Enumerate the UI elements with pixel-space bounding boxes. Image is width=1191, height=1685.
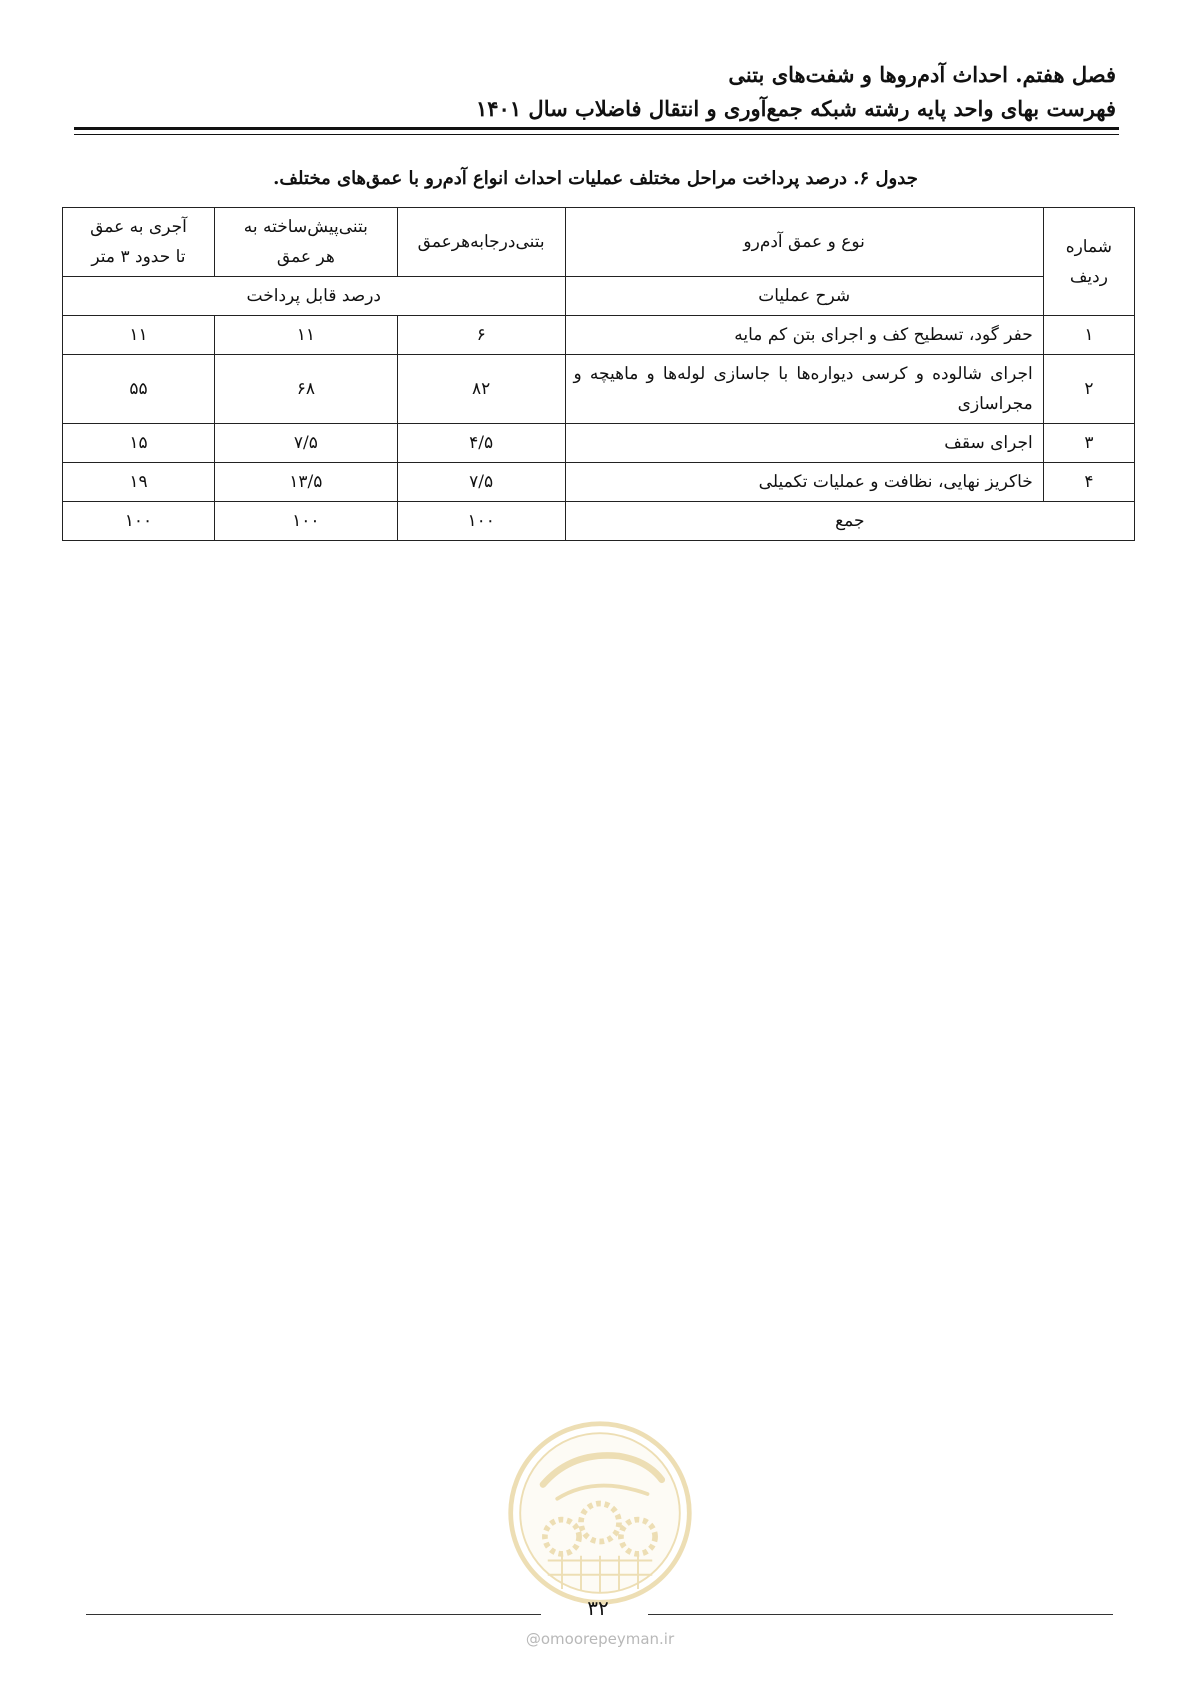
total-label: جمع [565, 502, 1134, 541]
header-operations: شرح عملیات [565, 277, 1043, 316]
header-rule-thin [74, 134, 1119, 135]
row-value-brick: ۱۹ [63, 463, 215, 502]
header-type: نوع و عمق آدم‌رو [565, 208, 1043, 277]
header-rule-thick [74, 127, 1119, 130]
page-header [76, 58, 1116, 126]
table-row [63, 316, 1135, 355]
table-subheader-row [63, 277, 1135, 316]
total-value-precast: ۱۰۰ [214, 502, 397, 541]
row-value-brick: ۱۱ [63, 316, 215, 355]
row-value-brick: ۵۵ [63, 355, 215, 424]
header-precast: بتنی‌پیش‌ساخته به هر عمق [214, 208, 397, 277]
row-value-precast: ۷/۵ [214, 424, 397, 463]
row-number: ۳ [1043, 424, 1134, 463]
total-value-concrete: ۱۰۰ [397, 502, 565, 541]
footer-rule-left [86, 1614, 541, 1615]
table-row [63, 463, 1135, 502]
table-row [63, 355, 1135, 424]
row-description: اجرای سقف [565, 424, 1043, 463]
payment-percent-table [62, 207, 1135, 541]
header-concrete-in-place: بتنی‌درجابه‌هرعمق [397, 208, 565, 277]
row-value-precast: ۱۳/۵ [214, 463, 397, 502]
row-value-concrete: ۸۲ [397, 355, 565, 424]
row-description: خاکریز نهایی، نظافت و عملیات تکمیلی [565, 463, 1043, 502]
table-row [63, 424, 1135, 463]
row-number: ۲ [1043, 355, 1134, 424]
footer-rule-right [648, 1614, 1113, 1615]
header-brick: آجری به عمق تا حدود ۳ متر [63, 208, 215, 277]
total-value-brick: ۱۰۰ [63, 502, 215, 541]
row-value-precast: ۶۸ [214, 355, 397, 424]
row-value-concrete: ۶ [397, 316, 565, 355]
row-value-concrete: ۷/۵ [397, 463, 565, 502]
table-total-row [63, 502, 1135, 541]
row-number: ۴ [1043, 463, 1134, 502]
chapter-title: فصل هفتم. احداث آدم‌روها و شفت‌های بتنی [728, 62, 1116, 87]
page-number: ۳۲ [587, 1596, 609, 1620]
publisher-seal-watermark [505, 1418, 695, 1608]
header-row-number: شماره ردیف [1043, 208, 1134, 316]
header-payable-percent: درصد قابل پرداخت [63, 277, 566, 316]
table-header-row [63, 208, 1135, 277]
website-watermark: @omoorepeyman.ir [525, 1630, 675, 1648]
row-value-precast: ۱۱ [214, 316, 397, 355]
row-value-concrete: ۴/۵ [397, 424, 565, 463]
document-title: فهرست بهای واحد پایه رشته شبکه جمع‌آوری و انتقال فاضلاب سال ۱۴۰۱ [476, 96, 1116, 121]
row-description: حفر گود، تسطیح کف و اجرای بتن کم مایه [565, 316, 1043, 355]
row-value-brick: ۱۵ [63, 424, 215, 463]
row-description: اجرای شالوده و کرسی دیواره‌ها با جاسازی لوله‌ها و ماهیچه و مجراسازی [565, 355, 1043, 424]
table-caption: جدول ۶. درصد پرداخت مراحل مختلف عملیات احداث انواع آدم‌رو با عمق‌های مختلف. [273, 168, 918, 189]
row-number: ۱ [1043, 316, 1134, 355]
